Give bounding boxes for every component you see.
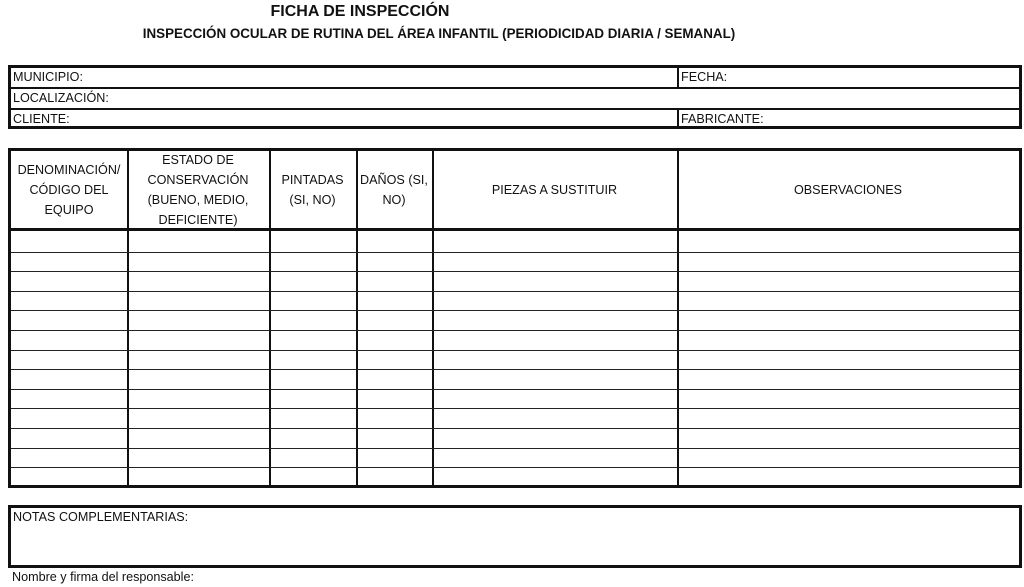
fabricante-label: FABRICANTE:: [681, 112, 764, 126]
notes-label: NOTAS COMPLEMENTARIAS:: [13, 510, 189, 524]
cliente-label: CLIENTE:: [13, 112, 70, 126]
notes-box[interactable]: [8, 505, 1022, 568]
table-row[interactable]: [11, 428, 1019, 450]
column-header-danos: DAÑOS (SI, NO): [360, 172, 428, 207]
column-header-estado: ESTADO DE CONSERVACIÓN (BUENO, MEDIO, DEFICIENTE): [147, 152, 249, 227]
localizacion-label: LOCALIZACIÓN:: [13, 91, 109, 105]
municipio-label: MUNICIPIO:: [13, 70, 83, 84]
fecha-field[interactable]: [677, 68, 1019, 87]
document-title: FICHA DE INSPECCIÓN: [270, 3, 450, 20]
column-header-denominacion: DENOMINACIÓN/ CÓDIGO DEL EQUIPO: [17, 162, 121, 217]
signature-label: Nombre y firma del responsable:: [12, 570, 194, 584]
column-header-pintadas: PINTADAS (SI, NO): [281, 172, 344, 207]
info-block: [8, 65, 1022, 129]
cliente-field[interactable]: [11, 110, 677, 129]
document-subtitle: INSPECCIÓN OCULAR DE RUTINA DEL ÁREA INFANTIL (PERIODICIDAD DIARIA / SEMANAL): [142, 26, 736, 41]
table-row[interactable]: [11, 252, 1019, 274]
fabricante-field[interactable]: [677, 110, 1019, 129]
info-row-localizacion: [11, 89, 1019, 110]
table-row[interactable]: [11, 389, 1019, 411]
table-row[interactable]: [11, 408, 1019, 430]
table-row[interactable]: [11, 350, 1019, 372]
column-header-observaciones: OBSERVACIONES: [793, 182, 902, 197]
table-row[interactable]: [11, 467, 1019, 489]
table-row[interactable]: [11, 310, 1019, 332]
table-row[interactable]: [11, 231, 1019, 253]
inspection-table: [8, 148, 1022, 488]
column-header-piezas: PIEZAS A SUSTITUIR: [491, 182, 618, 197]
info-row-cliente: [11, 110, 1019, 126]
info-row-municipio: [11, 68, 1019, 89]
table-row[interactable]: [11, 271, 1019, 293]
table-row[interactable]: [11, 369, 1019, 391]
municipio-field[interactable]: [11, 68, 677, 87]
table-row[interactable]: [11, 448, 1019, 470]
table-row[interactable]: [11, 330, 1019, 352]
table-row[interactable]: [11, 291, 1019, 313]
localizacion-field[interactable]: [11, 89, 1019, 108]
fecha-label: FECHA:: [681, 70, 728, 84]
